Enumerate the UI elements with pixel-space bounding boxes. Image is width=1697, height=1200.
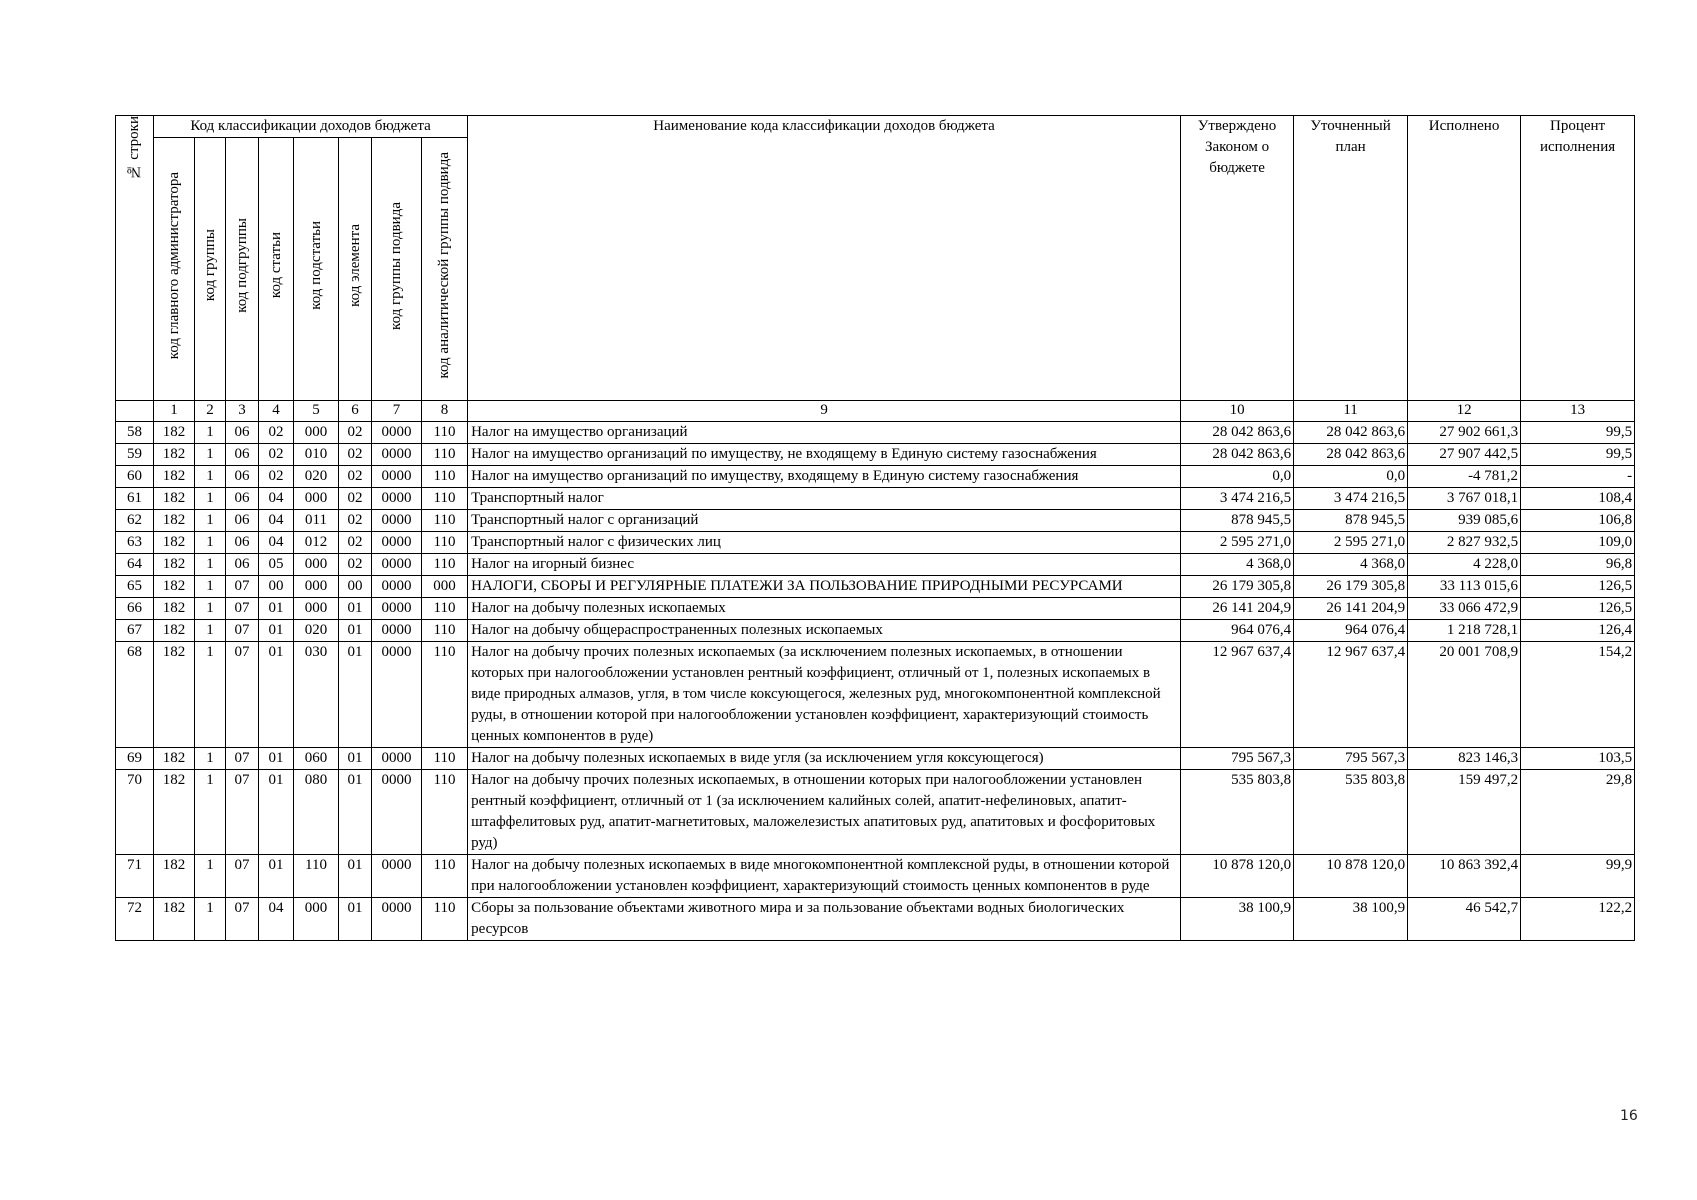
name-cell: Налог на добычу полезных ископаемых в виде многокомпонентной комплексной руды, в отношении которой при налогообложении установлен коэффициент, характеризующий стоимость ценных компонентов в руде xyxy=(468,855,1181,898)
code-cell: 1 xyxy=(195,444,226,466)
code-cell: 110 xyxy=(422,488,468,510)
code-cell: 0000 xyxy=(372,855,422,898)
code-cell: 182 xyxy=(154,422,195,444)
code-cell: 01 xyxy=(259,642,294,748)
code-cell: 01 xyxy=(259,855,294,898)
code-cell: 182 xyxy=(154,488,195,510)
code-cell: 000 xyxy=(294,422,339,444)
column-numbers-row xyxy=(116,401,1635,422)
name-cell: Налог на добычу прочих полезных ископаемых, в отношении которых при налогообложении установлен рентный коэффициент, отличный от 1 (за исключением калийных солей, апатит-нефелиновых, апатит-штаффелитовых руд, апатит-магнетитовых, маложелезистых апатитовых руд, апатитовых и фосфоритовых руд) xyxy=(468,770,1181,855)
executed-cell: 27 902 661,3 xyxy=(1408,422,1521,444)
executed-cell: 2 827 932,5 xyxy=(1408,532,1521,554)
code-cell: 01 xyxy=(259,620,294,642)
percent-cell: 103,5 xyxy=(1521,748,1635,770)
column-number: 2 xyxy=(195,401,226,422)
code-cell: 1 xyxy=(195,554,226,576)
header-approved: Утверждено Законом о бюджете xyxy=(1181,116,1294,401)
code-cell: 060 xyxy=(294,748,339,770)
code-cell: 0000 xyxy=(372,532,422,554)
row-number-cell: 64 xyxy=(116,554,154,576)
table-row xyxy=(116,770,1635,855)
code-cell: 110 xyxy=(422,510,468,532)
code-cell: 1 xyxy=(195,855,226,898)
name-cell: Налог на имущество организаций по имуществу, входящему в Единую систему газоснабжения xyxy=(468,466,1181,488)
refined-plan-cell: 535 803,8 xyxy=(1294,770,1408,855)
table-row xyxy=(116,422,1635,444)
refined-plan-cell: 26 141 204,9 xyxy=(1294,598,1408,620)
header-subtype-group-code: код группы подвида xyxy=(372,138,422,401)
refined-plan-cell: 28 042 863,6 xyxy=(1294,444,1408,466)
header-name: Наименование кода классификации доходов бюджета xyxy=(468,116,1181,401)
code-cell: 02 xyxy=(339,554,372,576)
header-article-code: код статьи xyxy=(259,138,294,401)
code-cell: 1 xyxy=(195,488,226,510)
table-row xyxy=(116,554,1635,576)
code-cell: 01 xyxy=(339,770,372,855)
code-cell: 07 xyxy=(226,898,259,941)
code-cell: 02 xyxy=(259,422,294,444)
row-number-cell: 61 xyxy=(116,488,154,510)
code-cell: 01 xyxy=(339,620,372,642)
header-admin-code: код главного администратора xyxy=(154,138,195,401)
code-cell: 06 xyxy=(226,554,259,576)
refined-plan-cell: 964 076,4 xyxy=(1294,620,1408,642)
code-cell: 01 xyxy=(259,598,294,620)
code-cell: 110 xyxy=(422,620,468,642)
code-cell: 000 xyxy=(294,576,339,598)
code-cell: 1 xyxy=(195,510,226,532)
code-cell: 110 xyxy=(422,598,468,620)
code-cell: 04 xyxy=(259,532,294,554)
table-row xyxy=(116,642,1635,748)
code-cell: 110 xyxy=(422,770,468,855)
approved-cell: 535 803,8 xyxy=(1181,770,1294,855)
code-cell: 04 xyxy=(259,898,294,941)
code-cell: 110 xyxy=(422,532,468,554)
code-cell: 182 xyxy=(154,620,195,642)
code-cell: 02 xyxy=(259,444,294,466)
approved-cell: 10 878 120,0 xyxy=(1181,855,1294,898)
code-cell: 00 xyxy=(339,576,372,598)
column-number: 10 xyxy=(1181,401,1294,422)
code-cell: 182 xyxy=(154,554,195,576)
approved-cell: 964 076,4 xyxy=(1181,620,1294,642)
column-number: 4 xyxy=(259,401,294,422)
code-cell: 06 xyxy=(226,466,259,488)
approved-cell: 12 967 637,4 xyxy=(1181,642,1294,748)
executed-cell: 20 001 708,9 xyxy=(1408,642,1521,748)
table-row xyxy=(116,855,1635,898)
table-row xyxy=(116,532,1635,554)
column-number: 9 xyxy=(468,401,1181,422)
percent-cell: 96,8 xyxy=(1521,554,1635,576)
code-cell: 01 xyxy=(259,770,294,855)
code-cell: 0000 xyxy=(372,748,422,770)
header-executed: Исполнено xyxy=(1408,116,1521,401)
executed-cell: 939 085,6 xyxy=(1408,510,1521,532)
header-classification-group: Код классификации доходов бюджета xyxy=(154,116,468,138)
code-cell: 182 xyxy=(154,466,195,488)
code-cell: 110 xyxy=(422,444,468,466)
code-cell: 110 xyxy=(294,855,339,898)
name-cell: Налог на имущество организаций xyxy=(468,422,1181,444)
percent-cell: 126,4 xyxy=(1521,620,1635,642)
column-number: 3 xyxy=(226,401,259,422)
code-cell: 01 xyxy=(339,898,372,941)
code-cell: 110 xyxy=(422,898,468,941)
approved-cell: 28 042 863,6 xyxy=(1181,422,1294,444)
table-row xyxy=(116,576,1635,598)
executed-cell: 10 863 392,4 xyxy=(1408,855,1521,898)
approved-cell: 26 141 204,9 xyxy=(1181,598,1294,620)
approved-cell: 3 474 216,5 xyxy=(1181,488,1294,510)
code-cell: 01 xyxy=(259,748,294,770)
column-number: 6 xyxy=(339,401,372,422)
code-cell: 07 xyxy=(226,576,259,598)
percent-cell: - xyxy=(1521,466,1635,488)
code-cell: 02 xyxy=(339,510,372,532)
code-cell: 000 xyxy=(294,554,339,576)
name-cell: Налог на игорный бизнес xyxy=(468,554,1181,576)
refined-plan-cell: 3 474 216,5 xyxy=(1294,488,1408,510)
name-cell: Сборы за пользование объектами животного мира и за пользование объектами водных биологических ресурсов xyxy=(468,898,1181,941)
code-cell: 07 xyxy=(226,855,259,898)
table-row xyxy=(116,898,1635,941)
executed-cell: 1 218 728,1 xyxy=(1408,620,1521,642)
row-number-cell: 67 xyxy=(116,620,154,642)
code-cell: 182 xyxy=(154,770,195,855)
code-cell: 0000 xyxy=(372,444,422,466)
executed-cell: 46 542,7 xyxy=(1408,898,1521,941)
code-cell: 1 xyxy=(195,642,226,748)
approved-cell: 4 368,0 xyxy=(1181,554,1294,576)
column-number-blank xyxy=(116,401,154,422)
code-cell: 06 xyxy=(226,488,259,510)
executed-cell: 823 146,3 xyxy=(1408,748,1521,770)
code-cell: 0000 xyxy=(372,770,422,855)
approved-cell: 28 042 863,6 xyxy=(1181,444,1294,466)
column-number: 12 xyxy=(1408,401,1521,422)
refined-plan-cell: 795 567,3 xyxy=(1294,748,1408,770)
row-number-cell: 62 xyxy=(116,510,154,532)
table-row xyxy=(116,748,1635,770)
code-cell: 182 xyxy=(154,510,195,532)
code-cell: 0000 xyxy=(372,642,422,748)
name-cell: Транспортный налог с организаций xyxy=(468,510,1181,532)
percent-cell: 126,5 xyxy=(1521,598,1635,620)
code-cell: 000 xyxy=(294,598,339,620)
code-cell: 1 xyxy=(195,748,226,770)
code-cell: 1 xyxy=(195,532,226,554)
row-number-cell: 69 xyxy=(116,748,154,770)
column-number: 13 xyxy=(1521,401,1635,422)
budget-revenue-table xyxy=(115,115,1635,941)
refined-plan-cell: 38 100,9 xyxy=(1294,898,1408,941)
header-analytic-group-code: код аналитической группы подвида xyxy=(422,138,468,401)
code-cell: 020 xyxy=(294,466,339,488)
column-number: 7 xyxy=(372,401,422,422)
code-cell: 182 xyxy=(154,532,195,554)
code-cell: 0000 xyxy=(372,510,422,532)
approved-cell: 38 100,9 xyxy=(1181,898,1294,941)
table-row xyxy=(116,488,1635,510)
refined-plan-cell: 28 042 863,6 xyxy=(1294,422,1408,444)
code-cell: 1 xyxy=(195,620,226,642)
percent-cell: 99,5 xyxy=(1521,422,1635,444)
code-cell: 07 xyxy=(226,642,259,748)
code-cell: 012 xyxy=(294,532,339,554)
code-cell: 1 xyxy=(195,598,226,620)
header-group-code: код группы xyxy=(195,138,226,401)
executed-cell: -4 781,2 xyxy=(1408,466,1521,488)
code-cell: 06 xyxy=(226,532,259,554)
percent-cell: 154,2 xyxy=(1521,642,1635,748)
code-cell: 07 xyxy=(226,620,259,642)
name-cell: Налог на добычу общераспространенных полезных ископаемых xyxy=(468,620,1181,642)
executed-cell: 27 907 442,5 xyxy=(1408,444,1521,466)
code-cell: 182 xyxy=(154,444,195,466)
code-cell: 07 xyxy=(226,770,259,855)
code-cell: 0000 xyxy=(372,898,422,941)
header-element-code: код элемента xyxy=(339,138,372,401)
code-cell: 01 xyxy=(339,642,372,748)
code-cell: 110 xyxy=(422,748,468,770)
code-cell: 000 xyxy=(294,488,339,510)
refined-plan-cell: 4 368,0 xyxy=(1294,554,1408,576)
code-cell: 0000 xyxy=(372,598,422,620)
refined-plan-cell: 10 878 120,0 xyxy=(1294,855,1408,898)
header-percent: Процент исполнения xyxy=(1521,116,1635,401)
row-number-cell: 58 xyxy=(116,422,154,444)
header-row-number: № строки xyxy=(116,116,154,401)
code-cell: 0000 xyxy=(372,422,422,444)
code-cell: 182 xyxy=(154,898,195,941)
name-cell: Налог на добычу полезных ископаемых xyxy=(468,598,1181,620)
code-cell: 06 xyxy=(226,444,259,466)
percent-cell: 126,5 xyxy=(1521,576,1635,598)
code-cell: 020 xyxy=(294,620,339,642)
code-cell: 1 xyxy=(195,422,226,444)
percent-cell: 106,8 xyxy=(1521,510,1635,532)
executed-cell: 33 066 472,9 xyxy=(1408,598,1521,620)
code-cell: 011 xyxy=(294,510,339,532)
row-number-cell: 65 xyxy=(116,576,154,598)
code-cell: 080 xyxy=(294,770,339,855)
code-cell: 1 xyxy=(195,898,226,941)
header-subgroup-code: код подгруппы xyxy=(226,138,259,401)
refined-plan-cell: 26 179 305,8 xyxy=(1294,576,1408,598)
executed-cell: 4 228,0 xyxy=(1408,554,1521,576)
code-cell: 0000 xyxy=(372,576,422,598)
approved-cell: 26 179 305,8 xyxy=(1181,576,1294,598)
row-number-cell: 71 xyxy=(116,855,154,898)
row-number-cell: 70 xyxy=(116,770,154,855)
approved-cell: 795 567,3 xyxy=(1181,748,1294,770)
code-cell: 02 xyxy=(339,444,372,466)
row-number-cell: 59 xyxy=(116,444,154,466)
code-cell: 1 xyxy=(195,466,226,488)
code-cell: 02 xyxy=(339,422,372,444)
refined-plan-cell: 878 945,5 xyxy=(1294,510,1408,532)
code-cell: 06 xyxy=(226,510,259,532)
code-cell: 04 xyxy=(259,510,294,532)
code-cell: 02 xyxy=(259,466,294,488)
name-cell: Налог на добычу полезных ископаемых в виде угля (за исключением угля коксующегося) xyxy=(468,748,1181,770)
table-body xyxy=(116,422,1635,941)
code-cell: 110 xyxy=(422,422,468,444)
code-cell: 1 xyxy=(195,576,226,598)
approved-cell: 2 595 271,0 xyxy=(1181,532,1294,554)
code-cell: 01 xyxy=(339,748,372,770)
refined-plan-cell: 0,0 xyxy=(1294,466,1408,488)
code-cell: 030 xyxy=(294,642,339,748)
name-cell: НАЛОГИ, СБОРЫ И РЕГУЛЯРНЫЕ ПЛАТЕЖИ ЗА ПОЛЬЗОВАНИЕ ПРИРОДНЫМИ РЕСУРСАМИ xyxy=(468,576,1181,598)
code-cell: 182 xyxy=(154,748,195,770)
percent-cell: 108,4 xyxy=(1521,488,1635,510)
code-cell: 1 xyxy=(195,770,226,855)
code-cell: 05 xyxy=(259,554,294,576)
percent-cell: 109,0 xyxy=(1521,532,1635,554)
percent-cell: 99,9 xyxy=(1521,855,1635,898)
code-cell: 000 xyxy=(294,898,339,941)
code-cell: 07 xyxy=(226,748,259,770)
code-cell: 0000 xyxy=(372,620,422,642)
code-cell: 01 xyxy=(339,855,372,898)
header-subarticle-code: код подстатьи xyxy=(294,138,339,401)
code-cell: 07 xyxy=(226,598,259,620)
code-cell: 01 xyxy=(339,598,372,620)
row-number-cell: 66 xyxy=(116,598,154,620)
code-cell: 110 xyxy=(422,855,468,898)
column-number: 11 xyxy=(1294,401,1408,422)
code-cell: 02 xyxy=(339,466,372,488)
table-row xyxy=(116,466,1635,488)
code-cell: 02 xyxy=(339,488,372,510)
percent-cell: 122,2 xyxy=(1521,898,1635,941)
column-number: 8 xyxy=(422,401,468,422)
header-refined-plan: Уточненный план xyxy=(1294,116,1408,401)
percent-cell: 99,5 xyxy=(1521,444,1635,466)
code-cell: 0000 xyxy=(372,554,422,576)
code-cell: 02 xyxy=(339,532,372,554)
code-cell: 04 xyxy=(259,488,294,510)
page-number: 16 xyxy=(1620,1108,1638,1124)
code-cell: 182 xyxy=(154,642,195,748)
table-row xyxy=(116,598,1635,620)
code-cell: 182 xyxy=(154,855,195,898)
code-cell: 000 xyxy=(422,576,468,598)
executed-cell: 3 767 018,1 xyxy=(1408,488,1521,510)
executed-cell: 159 497,2 xyxy=(1408,770,1521,855)
name-cell: Налог на имущество организаций по имуществу, не входящему в Единую систему газоснабжения xyxy=(468,444,1181,466)
refined-plan-cell: 12 967 637,4 xyxy=(1294,642,1408,748)
row-number-cell: 68 xyxy=(116,642,154,748)
row-number-cell: 72 xyxy=(116,898,154,941)
executed-cell: 33 113 015,6 xyxy=(1408,576,1521,598)
code-cell: 00 xyxy=(259,576,294,598)
row-number-cell: 60 xyxy=(116,466,154,488)
table-row xyxy=(116,620,1635,642)
table-row xyxy=(116,444,1635,466)
name-cell: Транспортный налог xyxy=(468,488,1181,510)
name-cell: Транспортный налог с физических лиц xyxy=(468,532,1181,554)
code-cell: 0000 xyxy=(372,488,422,510)
code-cell: 0000 xyxy=(372,466,422,488)
approved-cell: 0,0 xyxy=(1181,466,1294,488)
code-cell: 06 xyxy=(226,422,259,444)
refined-plan-cell: 2 595 271,0 xyxy=(1294,532,1408,554)
code-cell: 110 xyxy=(422,466,468,488)
code-cell: 010 xyxy=(294,444,339,466)
table-row xyxy=(116,510,1635,532)
code-cell: 110 xyxy=(422,554,468,576)
row-number-cell: 63 xyxy=(116,532,154,554)
name-cell: Налог на добычу прочих полезных ископаемых (за исключением полезных ископаемых, в отношении которых при налогообложении установлен рентный коэффициент, отличный от 1, полезных ископаемых в виде природных алмазов, угля, в том числе коксующегося, железных руд, многокомпонентной комплексной руды, в отношении которой при налогообложении установлен коэффициент, характеризующий стоимость ценных компонентов в руде) xyxy=(468,642,1181,748)
column-number: 5 xyxy=(294,401,339,422)
code-cell: 182 xyxy=(154,576,195,598)
column-number: 1 xyxy=(154,401,195,422)
code-cell: 110 xyxy=(422,642,468,748)
code-cell: 182 xyxy=(154,598,195,620)
percent-cell: 29,8 xyxy=(1521,770,1635,855)
approved-cell: 878 945,5 xyxy=(1181,510,1294,532)
